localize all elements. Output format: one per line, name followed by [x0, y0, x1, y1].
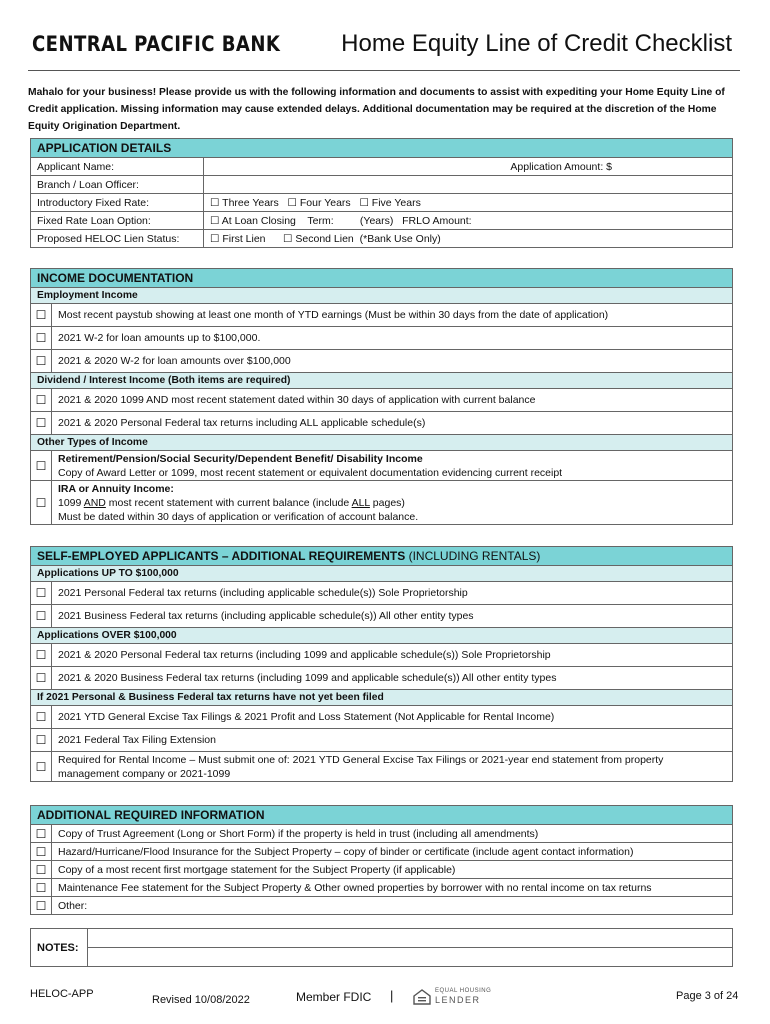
notes-table	[30, 928, 733, 967]
intro-text: Mahalo for your business! Please provide us with the following information and documents to assist with expediting your Home Equity Line of Credit application. Missing information may cause extended delays. Additional documentation may be required at the discretion of the Home Equity Origination Department.	[28, 87, 725, 132]
checkbox[interactable]: ☐	[31, 412, 52, 435]
subsection-title: Other Types of Income	[31, 435, 733, 451]
branch-field[interactable]	[204, 176, 733, 194]
four-years-label: Four Years	[299, 196, 351, 209]
checkbox[interactable]: ☐	[210, 196, 220, 209]
checkbox[interactable]: ☐	[31, 825, 52, 843]
years-label: (Years)	[359, 214, 394, 227]
form-code: HELOC-APP	[30, 988, 94, 1000]
second-lien-label: Second Lien	[295, 232, 354, 245]
checkbox[interactable]: ☐	[31, 605, 52, 628]
bank-logo: CENTRAL PACIFIC BANK	[32, 32, 281, 56]
bank-use-label: (*Bank Use Only)	[359, 232, 441, 245]
section-title: ADDITIONAL REQUIRED INFORMATION	[31, 806, 733, 825]
item-text: 1099	[58, 496, 84, 509]
notes-line[interactable]	[88, 948, 733, 967]
checklist-item: 2021 & 2020 Business Federal tax returns (including 1099 and applicable schedule(s)) All other entity types	[52, 667, 733, 690]
notes-line[interactable]	[88, 929, 733, 948]
section-title-suffix: (INCLUDING RENTALS)	[405, 549, 541, 563]
page-header	[28, 28, 740, 71]
page-number: Page 3 of 24	[676, 990, 739, 1002]
checkbox[interactable]: ☐	[31, 843, 52, 861]
checklist-item: 2021 W-2 for loan amounts up to $100,000.	[52, 327, 733, 350]
applicant-name-label: Applicant Name:	[31, 158, 204, 176]
section-title: INCOME DOCUMENTATION	[31, 269, 733, 288]
checkbox[interactable]: ☐	[31, 451, 52, 481]
application-amount-label: Application Amount: $	[204, 158, 733, 176]
item-title: IRA or Annuity Income:	[58, 482, 174, 495]
checklist-item: Most recent paystub showing at least one month of YTD earnings (Must be within 30 days from the date of application)	[52, 304, 733, 327]
branch-label: Branch / Loan Officer:	[31, 176, 204, 194]
footer-separator: |	[390, 988, 394, 1003]
checkbox[interactable]: ☐	[31, 304, 52, 327]
checklist-item: 2021 & 2020 W-2 for loan amounts over $100,000	[52, 350, 733, 373]
checkbox[interactable]: ☐	[210, 214, 220, 227]
item-text: AND	[83, 496, 106, 509]
checkbox[interactable]: ☐	[31, 897, 52, 915]
subsection-title: Applications OVER $100,000	[31, 628, 733, 644]
checkbox[interactable]: ☐	[31, 582, 52, 605]
checkbox[interactable]: ☐	[287, 196, 297, 209]
application-details-table	[30, 138, 733, 248]
checklist-item: 2021 & 2020 1099 AND most recent statement dated within 30 days of application with current balance	[52, 389, 733, 412]
intro-rate-label: Introductory Fixed Rate:	[31, 194, 204, 212]
lien-options	[204, 230, 733, 248]
item-text: Must be dated within 30 days of application or verification of account balance.	[58, 510, 419, 523]
equal-housing-top: EQUAL HOUSING	[435, 988, 492, 994]
checklist-item: Required for Rental Income – Must submit one of: 2021 YTD General Excise Tax Filings or 2021-year end statement from property management company or 2021-1099	[52, 752, 733, 782]
checkbox[interactable]: ☐	[31, 706, 52, 729]
subsection-title: If 2021 Personal & Business Federal tax returns have not yet been filed	[31, 690, 733, 706]
subsection-title: Dividend / Interest Income (Both items are required)	[31, 373, 733, 389]
revised-date: Revised 10/08/2022	[152, 994, 250, 1006]
item-text: ALL	[351, 496, 370, 509]
item-title: Retirement/Pension/Social Security/Dependent Benefit/ Disability Income	[58, 452, 423, 465]
checkbox[interactable]: ☐	[210, 232, 220, 245]
at-closing-label: At Loan Closing	[221, 214, 296, 227]
equal-housing-logo	[412, 988, 492, 1008]
income-documentation-table	[30, 268, 733, 525]
checklist-item: 2021 & 2020 Personal Federal tax returns including ALL applicable schedule(s)	[52, 412, 733, 435]
checklist-item: 2021 Federal Tax Filing Extension	[52, 729, 733, 752]
checklist-item: Copy of a most recent first mortgage statement for the Subject Property (if applicable)	[52, 861, 733, 879]
checklist-item: 2021 Personal Federal tax returns (including applicable schedule(s)) Sole Proprietorship	[52, 582, 733, 605]
checkbox[interactable]: ☐	[31, 327, 52, 350]
subsection-title: Employment Income	[31, 288, 733, 304]
item-text: Copy of Award Letter or 1099, most recent statement or equivalent documentation evidencing current receipt	[58, 466, 563, 479]
checklist-item: Other:	[52, 897, 733, 915]
item-text: pages)	[369, 496, 405, 509]
section-title-text: SELF-EMPLOYED APPLICANTS – ADDITIONAL REQUIREMENTS	[37, 549, 406, 563]
checklist-item: Maintenance Fee statement for the Subject Property & Other owned properties by borrower with no rental income on tax returns	[52, 879, 733, 897]
intro-rate-options	[204, 194, 733, 212]
checklist-item	[52, 451, 733, 481]
self-employed-table	[30, 546, 733, 782]
checkbox[interactable]: ☐	[31, 667, 52, 690]
checkbox[interactable]: ☐	[31, 389, 52, 412]
three-years-label: Three Years	[222, 196, 279, 209]
fixed-option-fields	[204, 212, 733, 230]
checkbox[interactable]: ☐	[31, 861, 52, 879]
subsection-title: Applications UP TO $100,000	[31, 566, 733, 582]
checklist-item	[52, 481, 733, 525]
lien-label: Proposed HELOC Lien Status:	[31, 230, 204, 248]
checkbox[interactable]: ☐	[283, 232, 293, 245]
checkbox[interactable]: ☐	[31, 644, 52, 667]
checklist-item: 2021 & 2020 Personal Federal tax returns (including 1099 and applicable schedule(s)) Sole Proprietorship	[52, 644, 733, 667]
member-fdic: Member FDIC	[296, 990, 372, 1004]
checkbox[interactable]: ☐	[359, 196, 369, 209]
house-icon	[412, 988, 432, 1006]
checklist-item: 2021 Business Federal tax returns (including applicable schedule(s)) All other entity types	[52, 605, 733, 628]
page-title: Home Equity Line of Credit Checklist	[341, 30, 732, 57]
checkbox[interactable]: ☐	[31, 879, 52, 897]
checkbox[interactable]: ☐	[31, 752, 52, 782]
equal-housing-bottom: LENDER	[435, 995, 481, 1005]
term-label: Term:	[307, 214, 334, 227]
checkbox[interactable]: ☐	[31, 729, 52, 752]
checkbox[interactable]: ☐	[31, 350, 52, 373]
additional-info-table	[30, 805, 733, 915]
first-lien-label: First Lien	[222, 232, 266, 245]
checklist-item: Hazard/Hurricane/Flood Insurance for the Subject Property – copy of binder or certificate (include agent contact information)	[52, 843, 733, 861]
checklist-item: 2021 YTD General Excise Tax Filings & 2021 Profit and Loss Statement (Not Applicable for Rental Income)	[52, 706, 733, 729]
checkbox[interactable]: ☐	[31, 481, 52, 525]
section-title: APPLICATION DETAILS	[31, 139, 733, 158]
five-years-label: Five Years	[371, 196, 421, 209]
item-text: most recent statement with current balance (include	[105, 496, 352, 509]
checklist-item: Copy of Trust Agreement (Long or Short Form) if the property is held in trust (including all amendments)	[52, 825, 733, 843]
fixed-option-label: Fixed Rate Loan Option:	[31, 212, 204, 230]
frlo-label: FRLO Amount:	[402, 214, 472, 227]
section-title	[31, 547, 733, 566]
notes-label: NOTES:	[31, 929, 88, 967]
